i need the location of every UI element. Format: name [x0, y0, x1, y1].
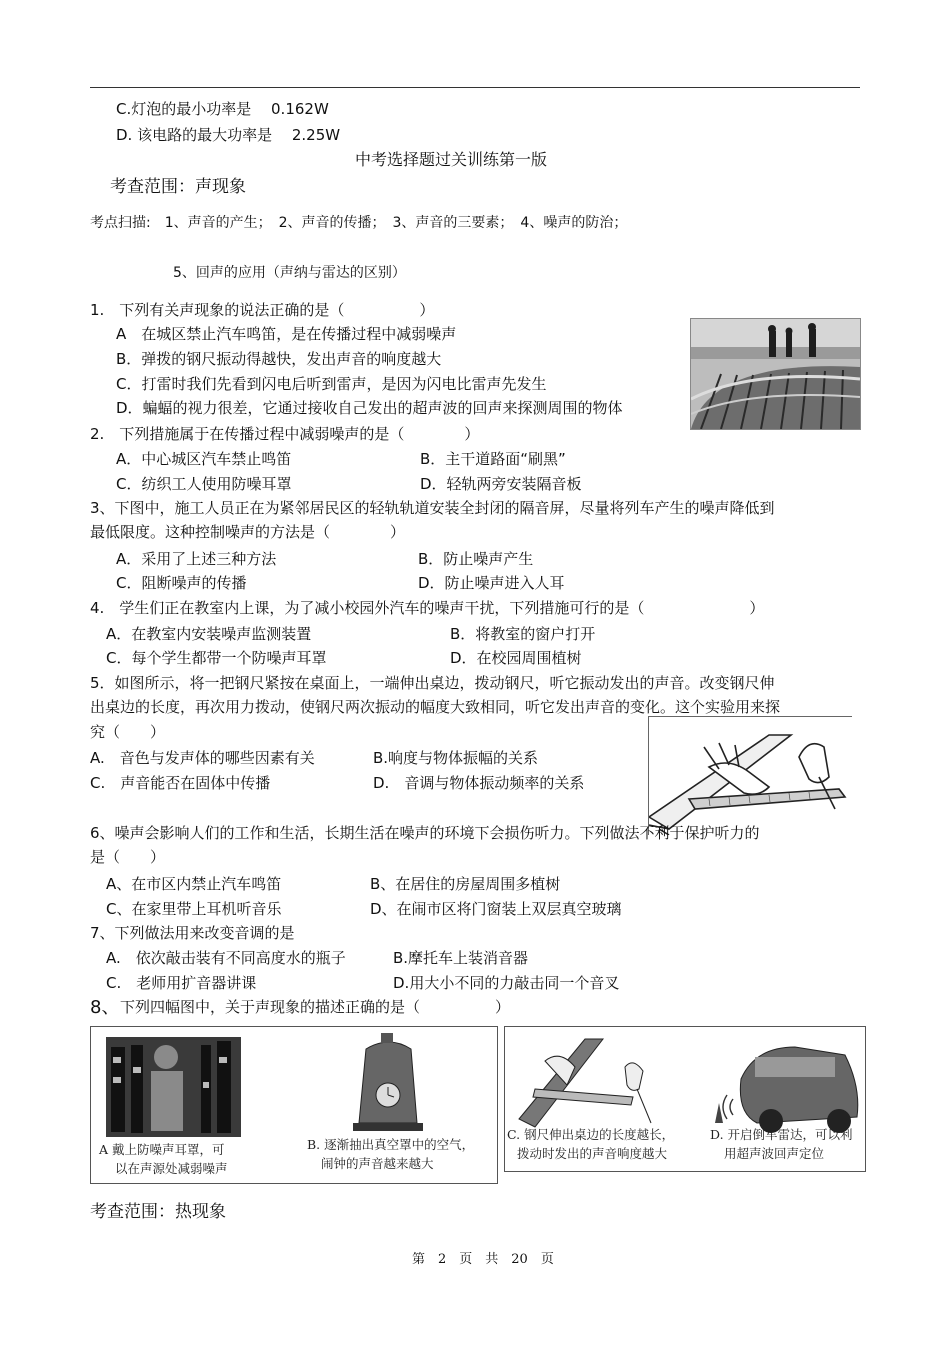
q1-option-a: A 在城区禁止汽车鸣笛，是在传播过程中减弱噪声: [116, 325, 457, 343]
q4-option-d: D．在校园周围植树: [450, 649, 582, 667]
caption-c-line1: C. 钢尺伸出桌边的长度越长，: [507, 1127, 675, 1142]
q2-option-c: C．纺织工人使用防噪耳罩: [116, 475, 292, 493]
q7-stem: 7、下列做法用来改变音调的是: [90, 924, 295, 942]
q3-option-d: D．防止噪声进入人耳: [418, 574, 565, 592]
q8-stem: 下列四幅图中，关于声现象的描述正确的是（ ）: [120, 998, 511, 1016]
q5-option-c: C. 声音能否在固体中传播: [90, 774, 271, 792]
q8-number: 8、: [90, 997, 120, 1018]
caption-b-line2: 闹钟的声音越来越大: [321, 1156, 434, 1171]
q5-option-a: A. 音色与发声体的哪些因素有关: [90, 749, 315, 767]
caption-a-line2: 以在声源处减弱噪声: [115, 1161, 228, 1176]
page-title: 中考选择题过关训练第一版: [355, 150, 548, 169]
q6-stem-line1: 6、噪声会影响人们的工作和生活，长期生活在噪声的环境下会损伤听力。下列做法不利于保护听力的: [90, 824, 760, 842]
q4-option-a: A．在教室内安装噪声监测装置: [106, 625, 312, 643]
caption-c-line2: 拨动时发出的声音响度越大: [517, 1146, 668, 1161]
q6-option-d: D、在闹市区将门窗装上双层真空玻璃: [370, 900, 622, 918]
q5-option-b: B.响度与物体振幅的关系: [373, 749, 539, 767]
q6-option-b: B、在居住的房屋周围多植树: [370, 875, 561, 893]
option-d-prev: D. 该电路的最大功率是 2.25W: [116, 126, 341, 144]
noise-barrier-photo: [690, 318, 861, 430]
q1-stem: 1. 下列有关声现象的说法正确的是（ ）: [90, 301, 435, 319]
q2-option-d: D．轻轨两旁安装隔音板: [420, 475, 582, 493]
q3-stem-line2: 最低限度。这种控制噪声的方法是（ ）: [90, 523, 406, 541]
q2-option-b: B．主干道路面“刷黑”: [420, 450, 566, 468]
q2-stem: 2. 下列措施属于在传播过程中减弱噪声的是（ ）: [90, 425, 480, 443]
q5-stem-line2: 出桌边的长度，再次用力拨动，使钢尺两次振动的幅度大致相同，听它发出声音的变化。这个实验用来探: [90, 698, 781, 716]
q1-option-c: C．打雷时我们先看到闪电后听到雷声，是因为闪电比雷声先发生: [116, 375, 547, 393]
caption-d-line2: 用超声波回声定位: [724, 1146, 825, 1161]
q5-stem-line1: 5．如图所示，将一把钢尺紧按在桌面上，一端伸出桌边，拨动钢尺，听它振动发出的声音。改变钢尺伸: [90, 674, 775, 692]
q4-option-b: B．将教室的窗户打开: [450, 625, 596, 643]
q5-option-d: D. 音调与物体振动频率的关系: [373, 774, 585, 792]
ruler-experiment-figure: [648, 716, 852, 835]
caption-b-line1: B. 逐渐抽出真空罩中的空气，: [307, 1137, 475, 1152]
q7-option-b: B.摩托车上装消音器: [393, 949, 529, 967]
caption-a-line1: A 戴上防噪声耳罩，可: [99, 1142, 225, 1157]
q7-option-d: D.用大小不同的力敲击同一个音叉: [393, 974, 620, 992]
q6-stem-line2: 是（ ）: [90, 848, 166, 866]
kaodian-line1: 考点扫描: 1、声音的产生； 2、声音的传播； 3、声音的三要素； 4、噪声的防治；: [90, 215, 628, 231]
q6-option-a: A、在市区内禁止汽车鸣笛: [106, 875, 282, 893]
q4-stem: 4. 学生们正在教室内上课，为了减小校园外汽车的噪声干扰，下列措施可行的是（ ）: [90, 599, 765, 617]
option-c-prev: C.灯泡的最小功率是 0.162W: [116, 100, 329, 118]
q4-option-c: C．每个学生都带一个防噪声耳罩: [106, 649, 327, 667]
q1-option-b: B．弹拨的钢尺振动得越快，发出声音的响度越大: [116, 350, 442, 368]
q6-option-c: C、在家里带上耳机听音乐: [106, 900, 282, 918]
section-heading-sound: 考查范围：声现象: [110, 177, 246, 197]
q8-figure-ab: [90, 1026, 498, 1184]
q2-option-a: A．中心城区汽车禁止鸣笛: [116, 450, 292, 468]
q3-option-b: B．防止噪声产生: [418, 550, 534, 568]
header-rule: [90, 87, 860, 88]
q8-figure-cd: [504, 1026, 866, 1172]
section-heading-heat: 考查范围：热现象: [90, 1202, 226, 1222]
q3-option-c: C．阻断噪声的传播: [116, 574, 247, 592]
q5-stem-line3: 究（ ）: [90, 723, 166, 741]
kaodian-line2: 5、回声的应用（声纳与雷达的区别）: [173, 265, 406, 281]
page-footer: 第 2 页 共 20 页: [412, 1252, 554, 1267]
q1-option-d: D．蝙蝠的视力很差，它通过接收自己发出的超声波的回声来探测周围的物体: [116, 399, 623, 417]
caption-d-line1: D. 开启倒车雷达，可以利: [710, 1127, 853, 1142]
q3-stem-line1: 3、下图中，施工人员正在为紧邻居民区的轻轨轨道安装全封闭的隔音屏，尽量将列车产生的噪声降低到: [90, 499, 775, 517]
q7-option-c: C. 老师用扩音器讲课: [106, 974, 257, 992]
q3-option-a: A．采用了上述三种方法: [116, 550, 277, 568]
q7-option-a: A. 依次敲击装有不同高度水的瓶子: [106, 949, 346, 967]
